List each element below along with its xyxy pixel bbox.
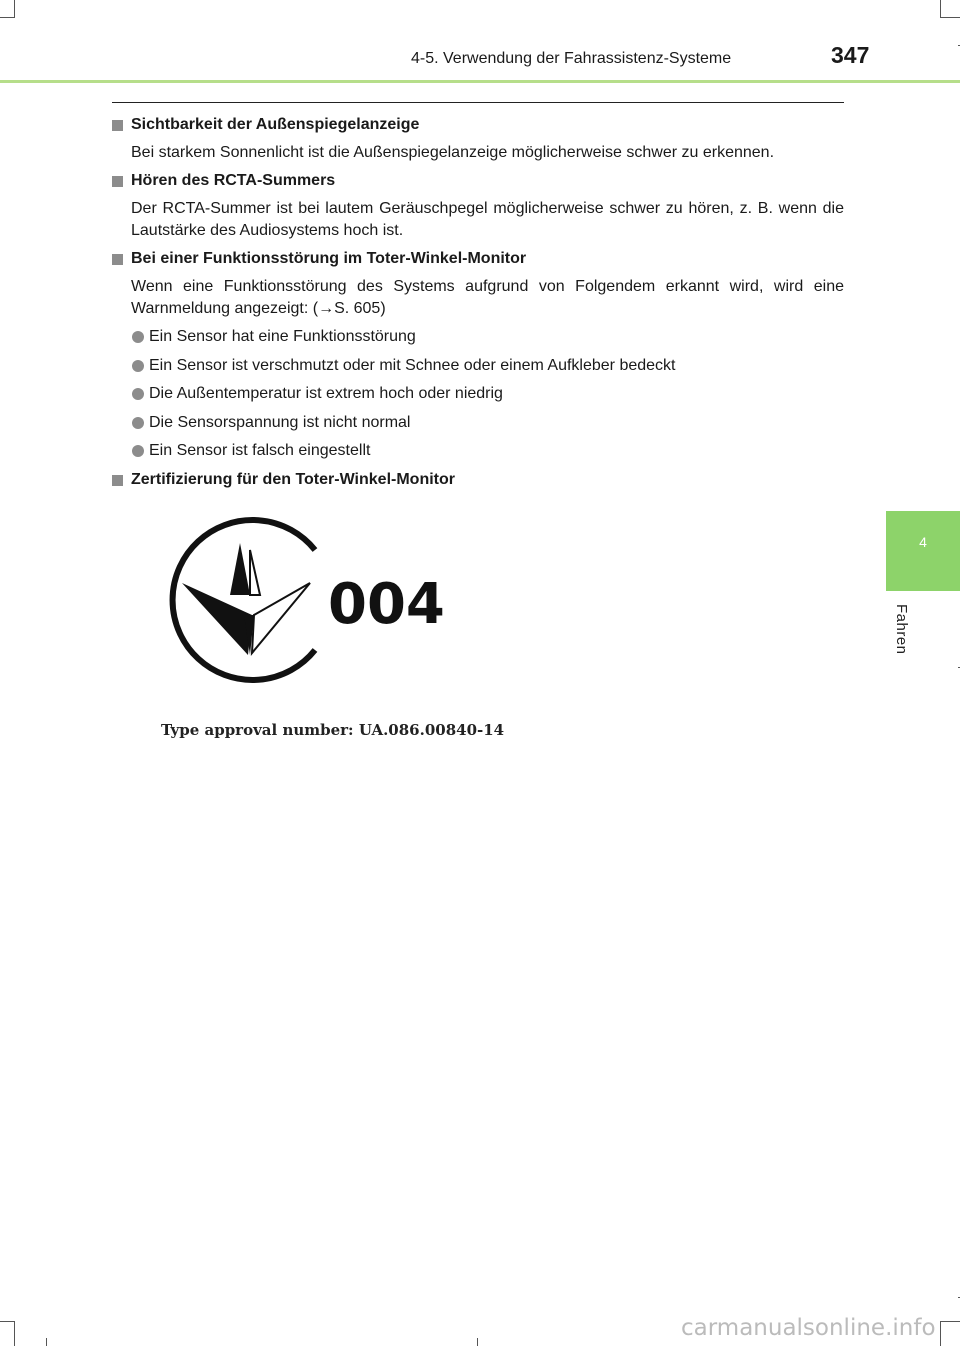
crop-mark <box>940 1321 941 1346</box>
section-heading-text: Sichtbarkeit der Außenspiegelanzeige <box>131 116 420 133</box>
section-heading-text: Bei einer Funktionsstörung im Toter-Winkel-Monitor <box>131 250 527 267</box>
crop-mark <box>477 1338 478 1346</box>
page-number: 347 <box>831 42 870 68</box>
list-item <box>112 355 844 377</box>
crop-mark <box>0 1321 15 1322</box>
list-item <box>112 412 844 434</box>
section-heading-text: Hören des RCTA-Summers <box>131 172 336 189</box>
chapter-tab[interactable] <box>886 511 960 591</box>
section-heading <box>112 248 844 270</box>
list-item-text: Die Sensorspannung ist nicht normal <box>149 413 411 431</box>
certification-mark <box>160 515 445 685</box>
crop-mark <box>46 1338 47 1346</box>
square-bullet-icon <box>112 120 123 131</box>
square-bullet-icon <box>112 475 123 486</box>
list-item <box>112 326 844 348</box>
content-divider <box>112 102 844 103</box>
list-item-text: Ein Sensor ist falsch eingestellt <box>149 442 371 459</box>
square-bullet-icon <box>112 176 123 187</box>
header-rule <box>0 80 960 83</box>
list-item-text: Ein Sensor ist verschmutzt oder mit Schnee oder einem Aufkleber bedeckt <box>149 356 676 374</box>
section-heading <box>112 469 844 491</box>
section-heading <box>112 170 844 192</box>
chapter-number: 4 <box>919 534 927 550</box>
round-bullet-icon <box>132 388 144 400</box>
square-bullet-icon <box>112 254 123 265</box>
section-paragraph: Wenn eine Funktionsstörung des Systems aufgrund von Folgendem erkannt wird, wird eine Warnmeldung angezeigt: (→S. 605) <box>131 278 844 317</box>
certification-code: 004 <box>328 572 445 637</box>
crop-mark <box>14 0 15 18</box>
section-heading <box>112 114 844 136</box>
chapter-label: Fahren <box>893 604 910 655</box>
list-item-text: Die Außentemperatur ist extrem hoch oder niedrig <box>149 385 503 402</box>
round-bullet-icon <box>132 417 144 429</box>
list-item <box>112 383 844 405</box>
section-paragraph: Bei starkem Sonnenlicht ist die Außenspiegelanzeige möglicherweise schwer zu erkennen. <box>131 144 775 161</box>
main-content <box>112 114 844 497</box>
section-heading-text: Zertifizierung für den Toter-Winkel-Monitor <box>131 470 455 488</box>
crop-mark <box>940 17 960 18</box>
round-bullet-icon <box>132 360 144 372</box>
section-title: 4-5. Verwendung der Fahrassistenz-Systeme <box>411 50 732 67</box>
section-paragraph: Der RCTA-Summer ist bei lautem Geräuschpegel möglicherweise schwer zu hören, z. B. wenn die Lautstärke des Audiosystems hoch ist. <box>131 200 844 239</box>
round-bullet-icon <box>132 331 144 343</box>
crop-mark <box>940 0 941 18</box>
list-item <box>112 440 844 462</box>
watermark: carmanualsonline.info <box>681 1315 936 1341</box>
crop-mark <box>0 17 15 18</box>
crop-mark <box>14 1321 15 1346</box>
chapter-label-container <box>893 604 913 664</box>
trident-icon <box>182 543 310 655</box>
type-approval-number: Type approval number: UA.086.00840-14 <box>161 721 505 739</box>
crop-mark <box>940 1321 960 1322</box>
round-bullet-icon <box>132 445 144 457</box>
list-item-text: Ein Sensor hat eine Funktionsstörung <box>149 328 416 345</box>
